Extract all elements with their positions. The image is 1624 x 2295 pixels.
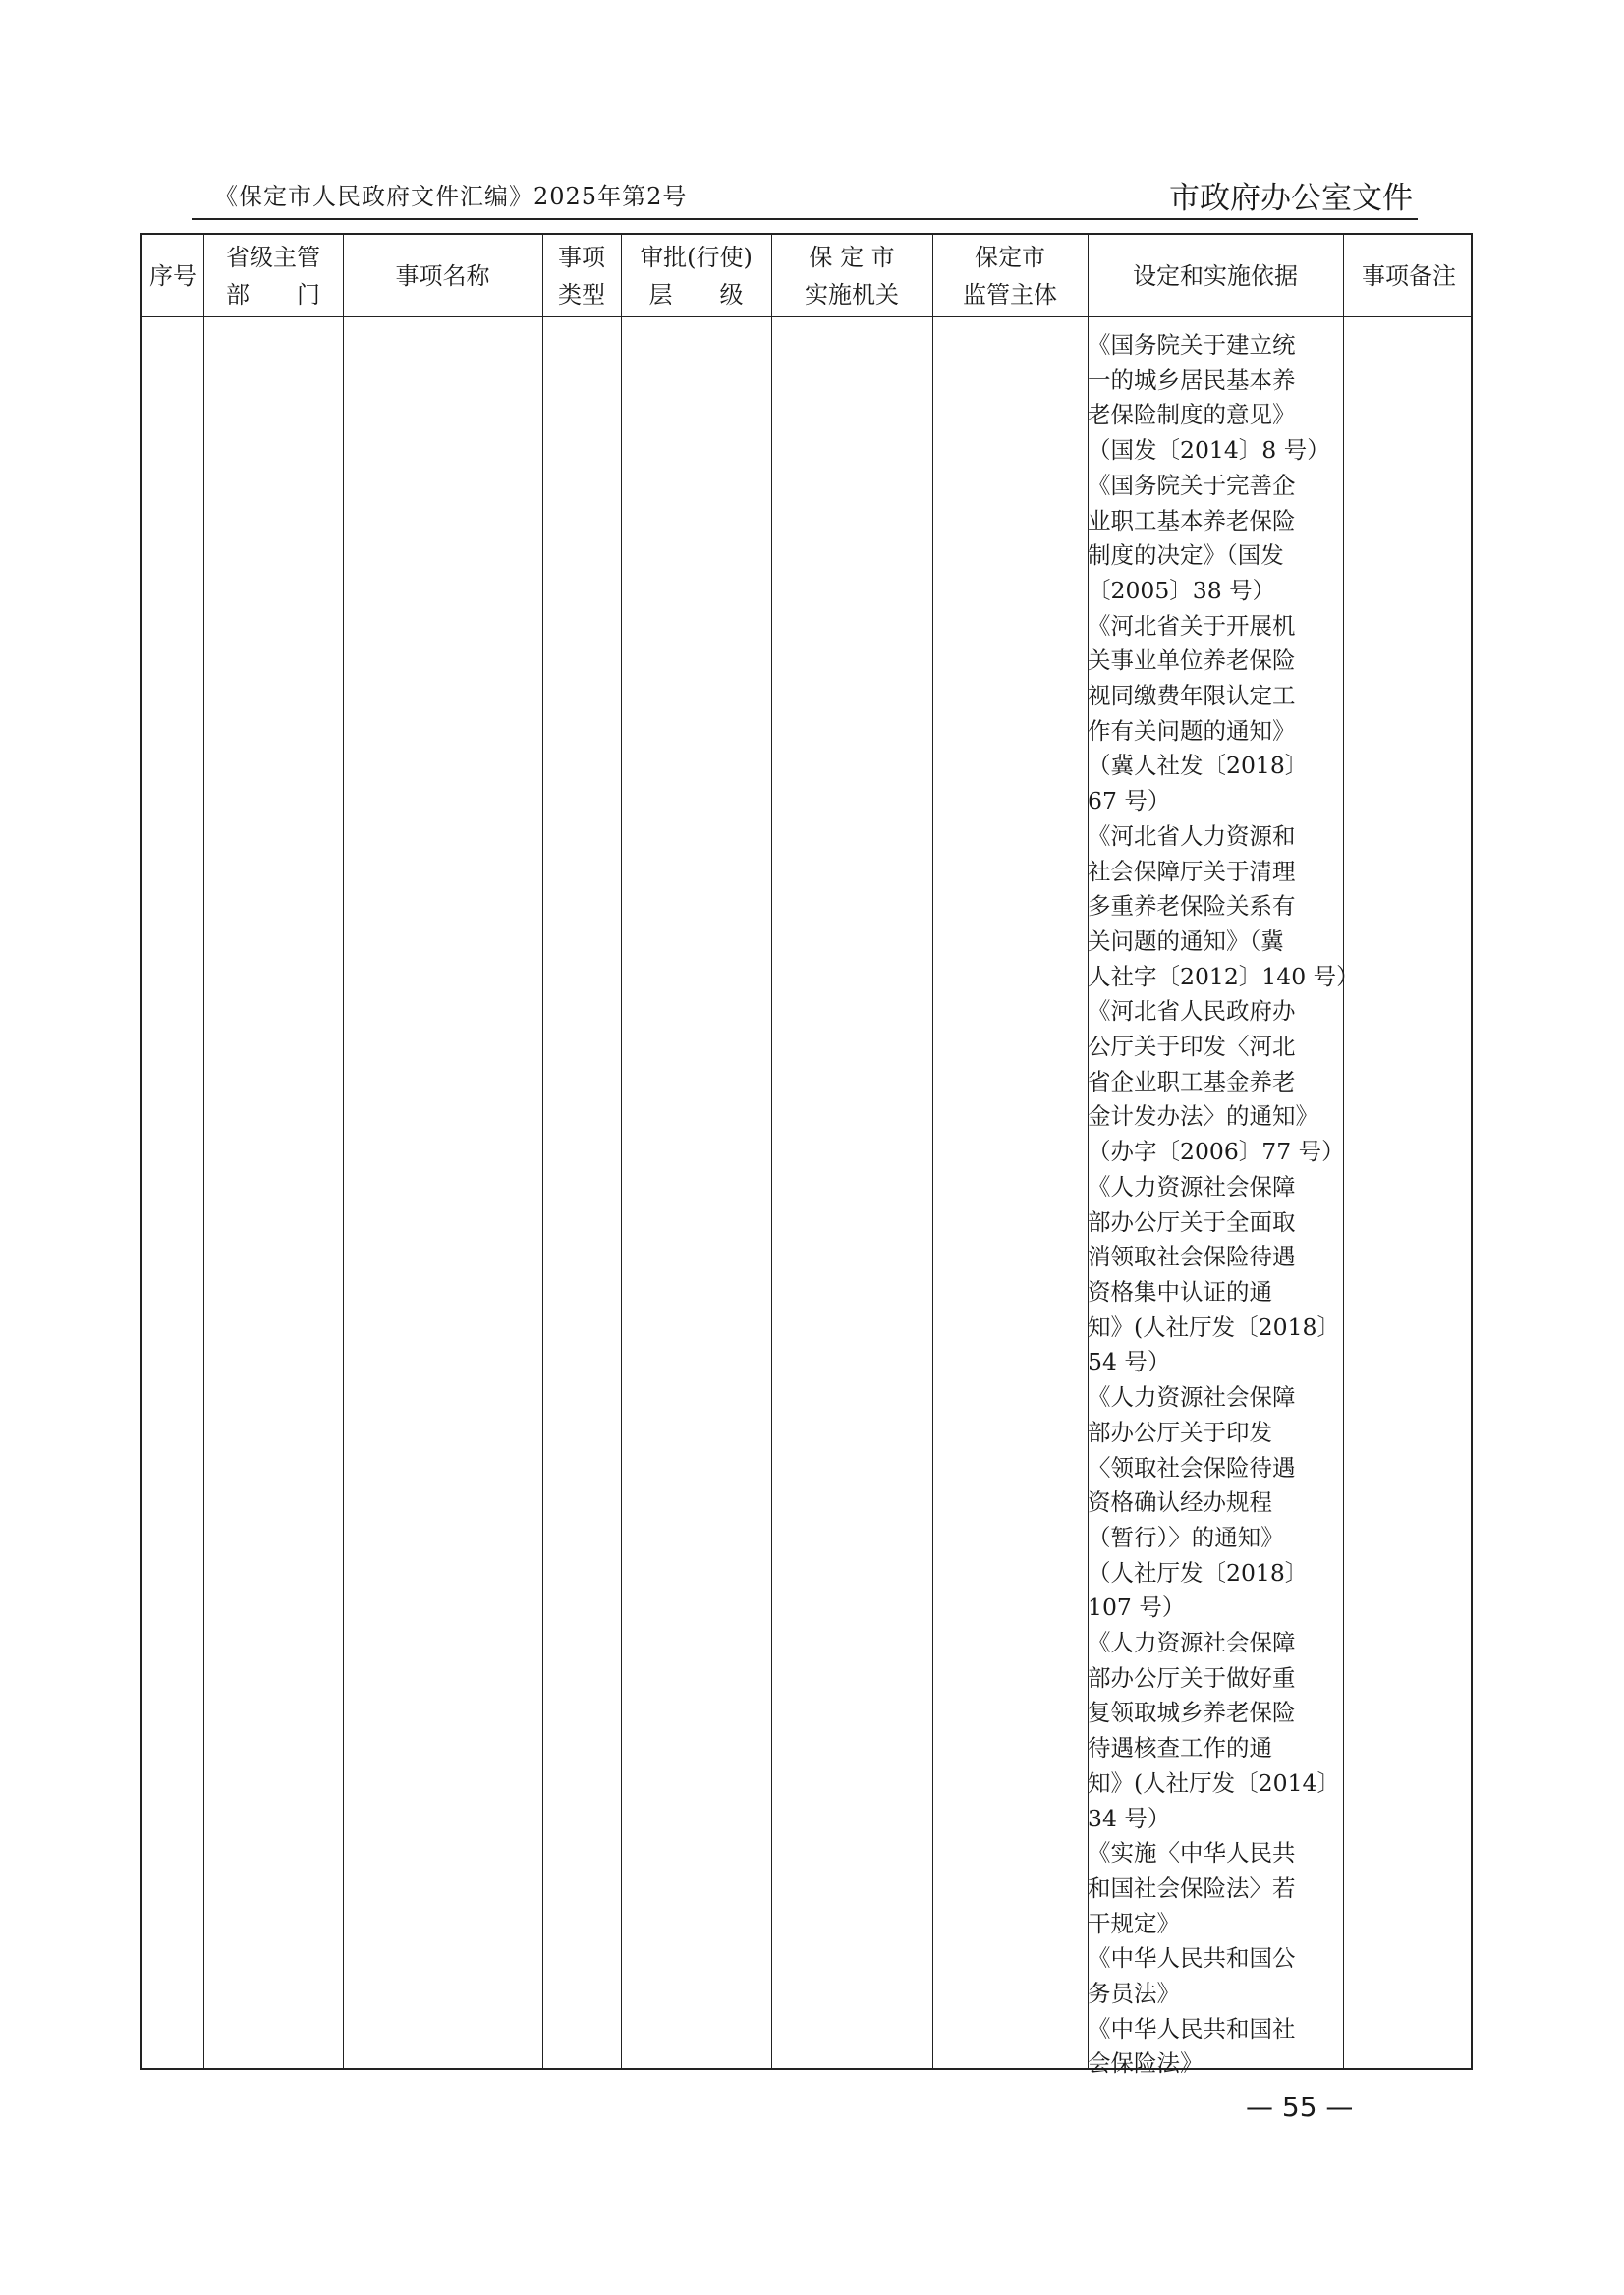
col-header-legal-basis: 设定和实施依据 <box>1133 261 1298 290</box>
header-rule <box>192 218 1418 220</box>
legal-basis-line: 〔2005〕38 号） <box>1088 576 1276 604</box>
legal-basis-line: 社会保障厅关于清理 <box>1088 857 1296 885</box>
items-table <box>140 233 1473 2078</box>
legal-basis-line: 业职工基本养老保险 <box>1088 506 1296 534</box>
legal-basis-line: 部办公厅关于全面取 <box>1088 1207 1296 1236</box>
document-category: 市政府办公室文件 <box>1169 181 1413 216</box>
legal-basis-line: 部办公厅关于印发 <box>1088 1418 1272 1446</box>
legal-basis-line: 67 号） <box>1088 787 1171 815</box>
legal-basis-line: 知》(人社厅发〔2018〕 <box>1088 1313 1340 1341</box>
legal-basis-line: 《河北省人力资源和 <box>1088 821 1296 850</box>
legal-basis-line: 作有关问题的通知》 <box>1088 716 1296 745</box>
legal-basis-line: 34 号） <box>1088 1804 1171 1832</box>
column-divider <box>542 235 543 2068</box>
header-row-divider <box>142 316 1471 317</box>
legal-basis-line: 《国务院关于建立统 <box>1088 331 1296 359</box>
legal-basis-line: 多重养老保险关系有 <box>1088 892 1296 921</box>
legal-basis-line: 《中华人民共和国社 <box>1088 2014 1296 2043</box>
column-divider <box>621 235 622 2068</box>
legal-basis-cell <box>1088 328 1360 2082</box>
legal-basis-line: 复领取城乡养老保险 <box>1088 1699 1296 1727</box>
legal-basis-line: 〈领取社会保险待遇 <box>1088 1453 1296 1482</box>
legal-basis-line: 资格确认经办规程 <box>1088 1488 1272 1517</box>
legal-basis-line: 金计发办法〉的通知》 <box>1088 1102 1318 1131</box>
column-divider <box>343 235 344 2068</box>
legal-basis-line: 《人力资源社会保障 <box>1088 1383 1296 1412</box>
legal-basis-line: （暂行）〉的通知》 <box>1088 1523 1284 1551</box>
column-divider <box>203 235 204 2068</box>
legal-basis-line: 一的城乡居民基本养 <box>1088 365 1296 394</box>
legal-basis-line: 《人力资源社会保障 <box>1088 1172 1296 1201</box>
legal-basis-line: （冀人社发〔2018〕 <box>1088 752 1309 780</box>
legal-basis-line: 107 号） <box>1088 1594 1186 1622</box>
legal-basis-line: 待遇核查工作的通 <box>1088 1734 1272 1763</box>
legal-basis-line: 部办公厅关于做好重 <box>1088 1663 1296 1692</box>
col-header-serial: 序号 <box>149 261 196 290</box>
col-header-item-name: 事项名称 <box>395 261 490 290</box>
legal-basis-line: 资格集中认证的通 <box>1088 1277 1272 1306</box>
legal-basis-line: 干规定》 <box>1088 1909 1180 1937</box>
legal-basis-line: （办字〔2006〕77 号） <box>1088 1138 1345 1166</box>
legal-basis-line: 关事业单位养老保险 <box>1088 646 1296 675</box>
legal-basis-line: 《实施〈中华人民共 <box>1088 1839 1296 1868</box>
col-header-supervisor: 保定市 监管主体 <box>963 243 1057 308</box>
page-number: — 55 — <box>1246 2091 1354 2123</box>
legal-basis-line: 和国社会保险法〉若 <box>1088 1874 1296 1902</box>
col-header-item-type: 事项 类型 <box>558 243 605 308</box>
legal-basis-line: 省企业职工基金养老 <box>1088 1067 1296 1095</box>
legal-basis-line: 《河北省人民政府办 <box>1088 997 1296 1026</box>
legal-basis-line: （国发〔2014〕8 号） <box>1088 436 1330 465</box>
legal-basis-line: 54 号） <box>1088 1348 1171 1376</box>
legal-basis-line: 知》(人社厅发〔2014〕 <box>1088 1768 1340 1797</box>
legal-basis-line: 《国务院关于完善企 <box>1088 471 1296 499</box>
legal-basis-line: 《中华人民共和国公 <box>1088 1944 1296 1973</box>
col-header-remarks: 事项备注 <box>1362 261 1456 290</box>
legal-basis-line: 老保险制度的意见》 <box>1088 401 1296 429</box>
column-divider <box>771 235 772 2068</box>
legal-basis-line: 《人力资源社会保障 <box>1088 1629 1296 1657</box>
legal-basis-line: 会保险法》 <box>1088 2049 1204 2078</box>
col-header-implementing-agency: 保 定 市 实施机关 <box>805 243 899 308</box>
running-header: 《保定市人民政府文件汇编》2025年第2号 <box>214 183 688 210</box>
col-header-provincial-dept: 省级主管 部 门 <box>226 243 320 308</box>
legal-basis-line: 制度的决定》（国发 <box>1088 541 1284 570</box>
legal-basis-line: 关问题的通知》（冀 <box>1088 926 1284 955</box>
legal-basis-line: 《河北省关于开展机 <box>1088 611 1296 640</box>
legal-basis-line: 消领取社会保险待遇 <box>1088 1243 1296 1271</box>
legal-basis-line: 务员法》 <box>1088 1980 1180 2008</box>
col-header-approval-level: 审批(行使) 层 级 <box>640 243 753 308</box>
legal-basis-line: 公厅关于印发〈河北 <box>1088 1033 1296 1061</box>
column-divider <box>932 235 933 2068</box>
legal-basis-line: 人社字〔2012〕140 号） <box>1088 962 1360 990</box>
legal-basis-line: 视同缴费年限认定工 <box>1088 682 1296 710</box>
legal-basis-line: （人社厅发〔2018〕 <box>1088 1558 1309 1587</box>
